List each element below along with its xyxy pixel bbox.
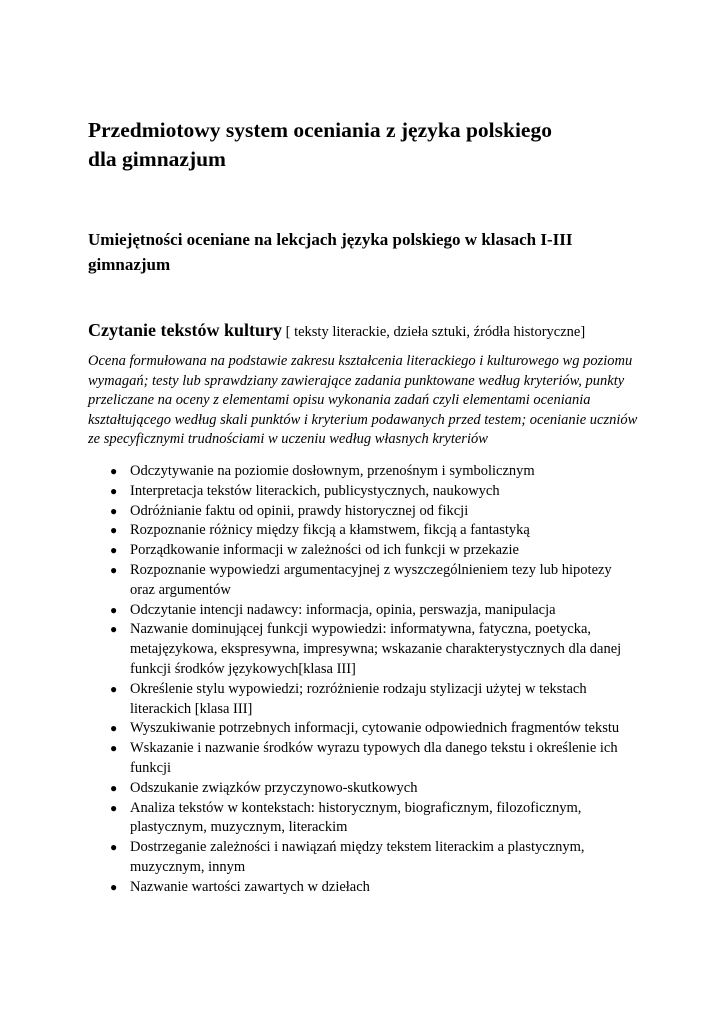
list-item-text: Rozpoznanie różnicy między fikcją a kłamstwem, fikcją a fantastyką (130, 522, 530, 539)
list-item (110, 482, 638, 502)
bullet-icon: ● (110, 483, 118, 498)
bullet-icon: ● (110, 602, 118, 617)
list-item (110, 561, 638, 601)
list-item (110, 878, 638, 898)
list-item (110, 521, 638, 541)
document-title-line-2: dla gimnazjum (88, 147, 226, 171)
bullet-icon: ● (110, 464, 118, 478)
list-item-text: Interpretacja tekstów literackich, publicystycznych, naukowych (130, 482, 500, 499)
list-item (110, 779, 638, 799)
list-item-text: Odszukanie związków przyczynowo-skutkowych (130, 779, 418, 796)
bullet-icon: ● (110, 562, 118, 577)
list-item (110, 719, 638, 739)
bullet-icon: ● (110, 741, 118, 756)
section-heading-note: [ teksty literackie, dzieła sztuki, źródła historyczne] (282, 324, 586, 340)
bullet-icon: ● (110, 622, 118, 637)
document-subtitle: Umiejętności oceniane na lekcjach języka polskiego w klasach I-III gimnazjum (88, 230, 573, 274)
list-item-text: Odczytanie intencji nadawcy: informacja, opinia, perswazja, manipulacja (130, 601, 556, 618)
section-intro-text: Ocena formułowana na podstawie zakresu kształcenia literackiego i kulturowego wg poziomu wymagań; testy lub sprawdziany zawierające zadania punktowane według kryteriów, punkty przeliczane na oceny z elementami opisu wykonania zadań czyli elementami oceniania kształtującego według skali punktów i kryterium podawanych przed testem; ocenianie uczniów ze specyficznymi trudnościami w uczeniu według własnych kryteriów (88, 353, 638, 448)
list-item (110, 541, 638, 561)
list-item-text: Odróżnianie faktu od opinii, prawdy historycznej od fikcji (130, 502, 469, 519)
bullet-icon: ● (110, 523, 118, 538)
bullet-icon: ● (110, 681, 118, 696)
list-item-text: Rozpoznanie wypowiedzi argumentacyjnej z wyszczególnieniem tezy lub hipotezy oraz argumentów (130, 561, 612, 598)
list-item-text: Odczytywanie na poziomie dosłownym, przenośnym i symbolicznym (130, 463, 535, 479)
list-item (110, 601, 638, 621)
list-item-text: Nazwanie dominującej funkcji wypowiedzi: informatywna, fatyczna, poetycka, metajęzykowa, ekspresywna, impresywna; wskazanie charakterystycznych dla danej funkcji środków językowych[klasa III] (130, 621, 622, 677)
list-item-text: Dostrzeganie zależności i nawiązań między tekstem literackim a plastycznym, muzycznym, innym (130, 839, 585, 875)
list-item (110, 462, 638, 482)
document-title (88, 116, 648, 174)
section-heading (88, 318, 648, 344)
bullet-icon: ● (110, 543, 118, 558)
bullet-icon: ● (110, 721, 118, 736)
bullet-icon: ● (110, 503, 118, 518)
bullet-icon: ● (110, 780, 118, 795)
document-title-line-1: Przedmiotowy system oceniania z języka polskiego (88, 118, 552, 142)
list-item-text: Nazwanie wartości zawartych w dziełach (130, 878, 370, 895)
list-item (110, 620, 638, 679)
list-item (110, 838, 638, 878)
bullet-icon: ● (110, 840, 118, 855)
bullet-icon: ● (110, 879, 118, 894)
list-item-text: Wskazanie i nazwanie środków wyrazu typowych dla danego tekstu i określenie ich funkcji (130, 740, 618, 776)
bullet-icon: ● (110, 800, 118, 815)
list-item-text: Analiza tekstów w kontekstach: historycznym, biograficznym, filozoficznym, plastycznym, muzycznym, literackim (130, 799, 582, 836)
list-item (110, 680, 638, 720)
list-item (110, 799, 638, 839)
section-heading-main: Czytanie tekstów kultury (88, 320, 282, 340)
list-item (110, 739, 638, 779)
list-item-text: Określenie stylu wypowiedzi; rozróżnienie rodzaju stylizacji użytej w tekstach literackich [klasa III] (130, 680, 587, 717)
list-item (110, 502, 638, 522)
list-item-text: Porządkowanie informacji w zależności od ich funkcji w przekazie (130, 542, 519, 559)
list-item-text: Wyszukiwanie potrzebnych informacji, cytowanie odpowiednich fragmentów tekstu (130, 720, 620, 737)
skills-list (110, 462, 638, 898)
